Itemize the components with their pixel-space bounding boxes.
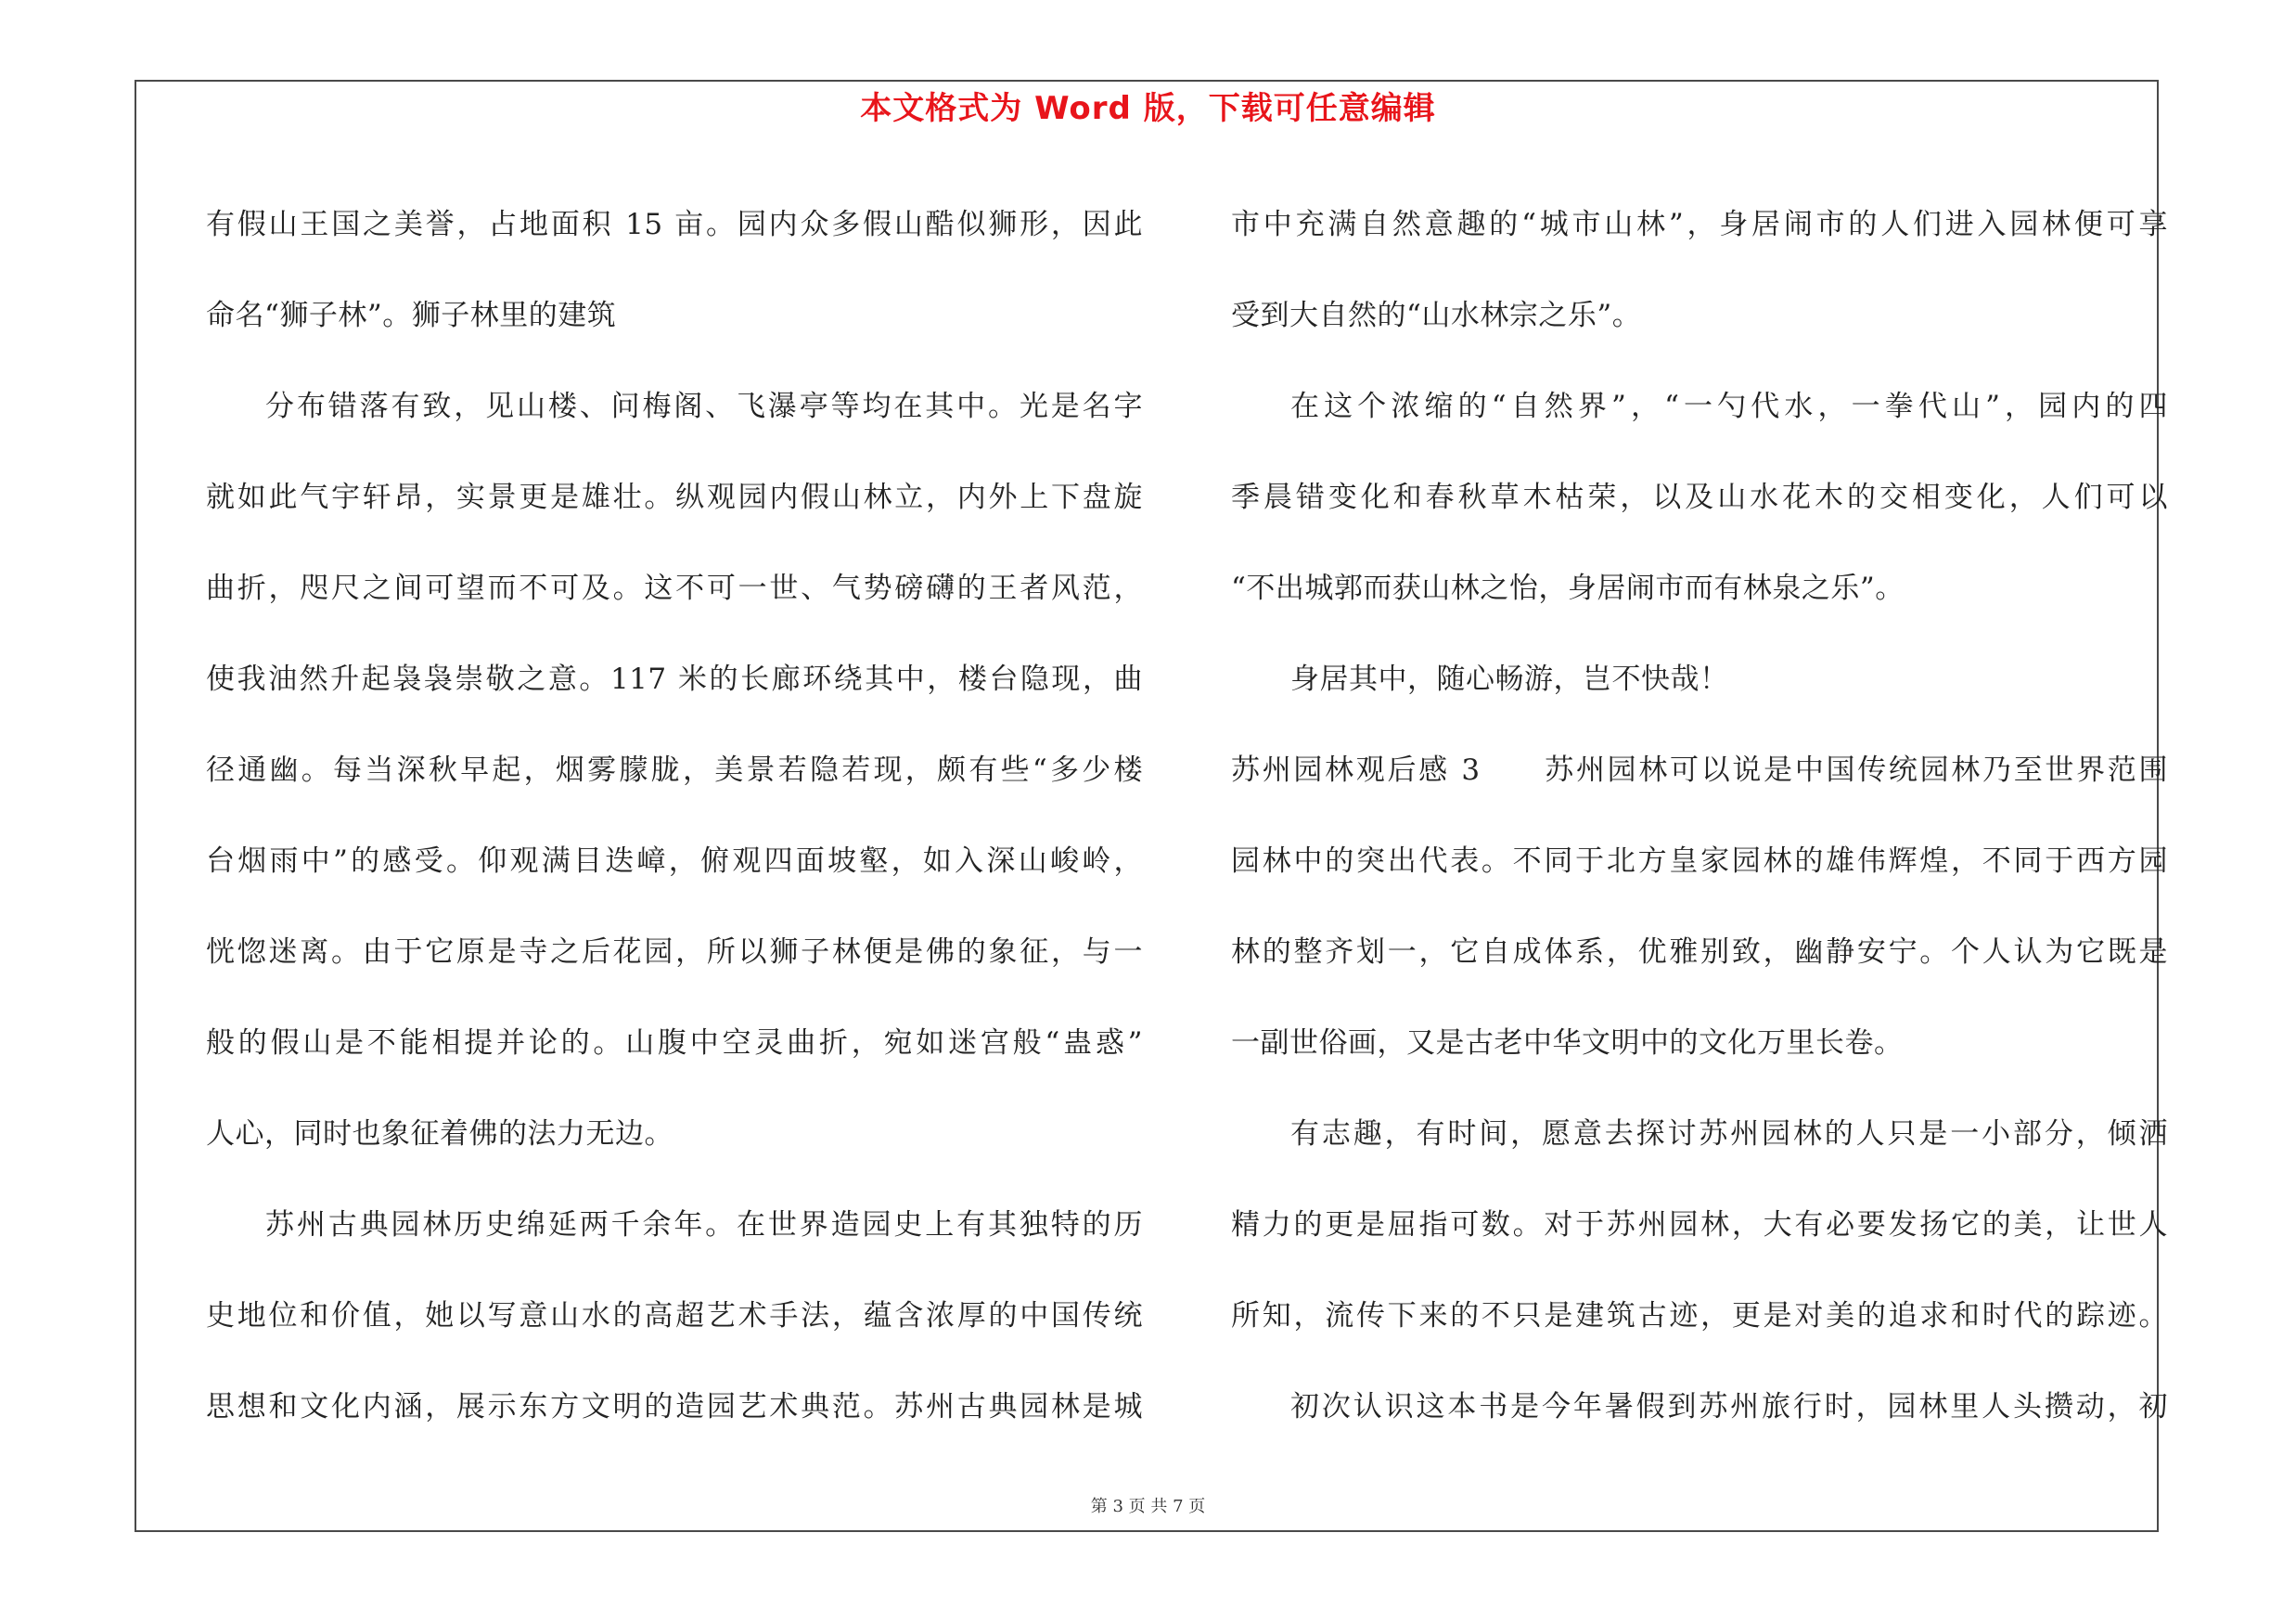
text-line: 受到大自然的“山水林宗之乐”。 bbox=[1231, 299, 1642, 332]
text-line: 使我油然升起袅袅崇敬之意。117 米的长廊环绕其中，楼台隐现，曲 bbox=[206, 663, 1143, 696]
text-line: 人心，同时也象征着佛的法力无边。 bbox=[206, 1117, 673, 1151]
text-line: 林的整齐划一，它自成体系，优雅别致，幽静安宁。个人认为它既是 bbox=[1231, 935, 2168, 969]
text-line: 初次认识这本书是今年暑假到苏州旅行时，园林里人头攒动，初 bbox=[1290, 1390, 2168, 1423]
text-line: 有假山王国之美誉，占地面积 15 亩。园内众多假山酷似狮形，因此 bbox=[206, 208, 1143, 241]
text-line: 身居其中，随心畅游，岂不快哉！ bbox=[1290, 663, 1729, 696]
left-text-column bbox=[206, 179, 1143, 1452]
text-line: 恍惚迷离。由于它原是寺之后花园，所以狮子林便是佛的象征，与一 bbox=[206, 935, 1143, 969]
text-line: 苏州古典园林历史绵延两千余年。在世界造园史上有其独特的历 bbox=[265, 1208, 1143, 1242]
text-line: 就如此气宇轩昂，实景更是雄壮。纵观园内假山林立，内外上下盘旋 bbox=[206, 481, 1143, 514]
text-line: 径通幽。每当深秋早起，烟雾朦胧，美景若隐若现，颇有些“多少楼 bbox=[206, 754, 1143, 787]
text-line: 曲折，咫尺之间可望而不可及。这不可一世、气势磅礴的王者风范， bbox=[206, 572, 1143, 605]
text-line: 思想和文化内涵，展示东方文明的造园艺术典范。苏州古典园林是城 bbox=[206, 1390, 1143, 1423]
section-heading-line: 苏州园林观后感 3 苏州园林可以说是中国传统园林乃至世界范围 bbox=[1231, 754, 2168, 787]
text-line: 季晨错变化和春秋草木枯荣，以及山水花木的交相变化，人们可以 bbox=[1231, 481, 2168, 514]
page-number-footer: 第 3 页 共 7 页 bbox=[1090, 1497, 1206, 1516]
text-line: 般的假山是不能相提并论的。山腹中空灵曲折，宛如迷宫般“蛊惑” bbox=[206, 1026, 1143, 1060]
text-line: 台烟雨中”的感受。仰观满目迭嶂，俯观四面坡壑，如入深山峻岭， bbox=[206, 844, 1143, 878]
text-line: 有志趣，有时间，愿意去探讨苏州园林的人只是一小部分，倾洒 bbox=[1290, 1117, 2168, 1151]
right-text-column bbox=[1231, 179, 2168, 1452]
text-line: 园林中的突出代表。不同于北方皇家园林的雄伟辉煌，不同于西方园 bbox=[1231, 844, 2168, 878]
text-line: 一副世俗画，又是古老中华文明中的文化万里长卷。 bbox=[1231, 1026, 1904, 1060]
text-line: 精力的更是屈指可数。对于苏州园林，大有必要发扬它的美，让世人 bbox=[1231, 1208, 2168, 1242]
text-line: 市中充满自然意趣的“城市山林”，身居闹市的人们进入园林便可享 bbox=[1231, 208, 2168, 241]
text-line: 史地位和价值，她以写意山水的高超艺术手法，蕴含浓厚的中国传统 bbox=[206, 1299, 1143, 1333]
format-notice-banner: 本文格式为 Word 版，下载可任意编辑 bbox=[860, 90, 1436, 127]
text-line: 在这个浓缩的“自然界”，“一勺代水，一拳代山”，园内的四 bbox=[1290, 390, 2168, 423]
text-line: 所知，流传下来的不只是建筑古迹，更是对美的追求和时代的踪迹。 bbox=[1231, 1299, 2168, 1333]
text-line: “不出城郭而获山林之怡，身居闹市而有林泉之乐”。 bbox=[1231, 572, 1905, 605]
text-line: 命名“狮子林”。狮子林里的建筑 bbox=[206, 299, 617, 332]
text-line: 分布错落有致，见山楼、问梅阁、飞瀑亭等均在其中。光是名字 bbox=[265, 390, 1143, 423]
